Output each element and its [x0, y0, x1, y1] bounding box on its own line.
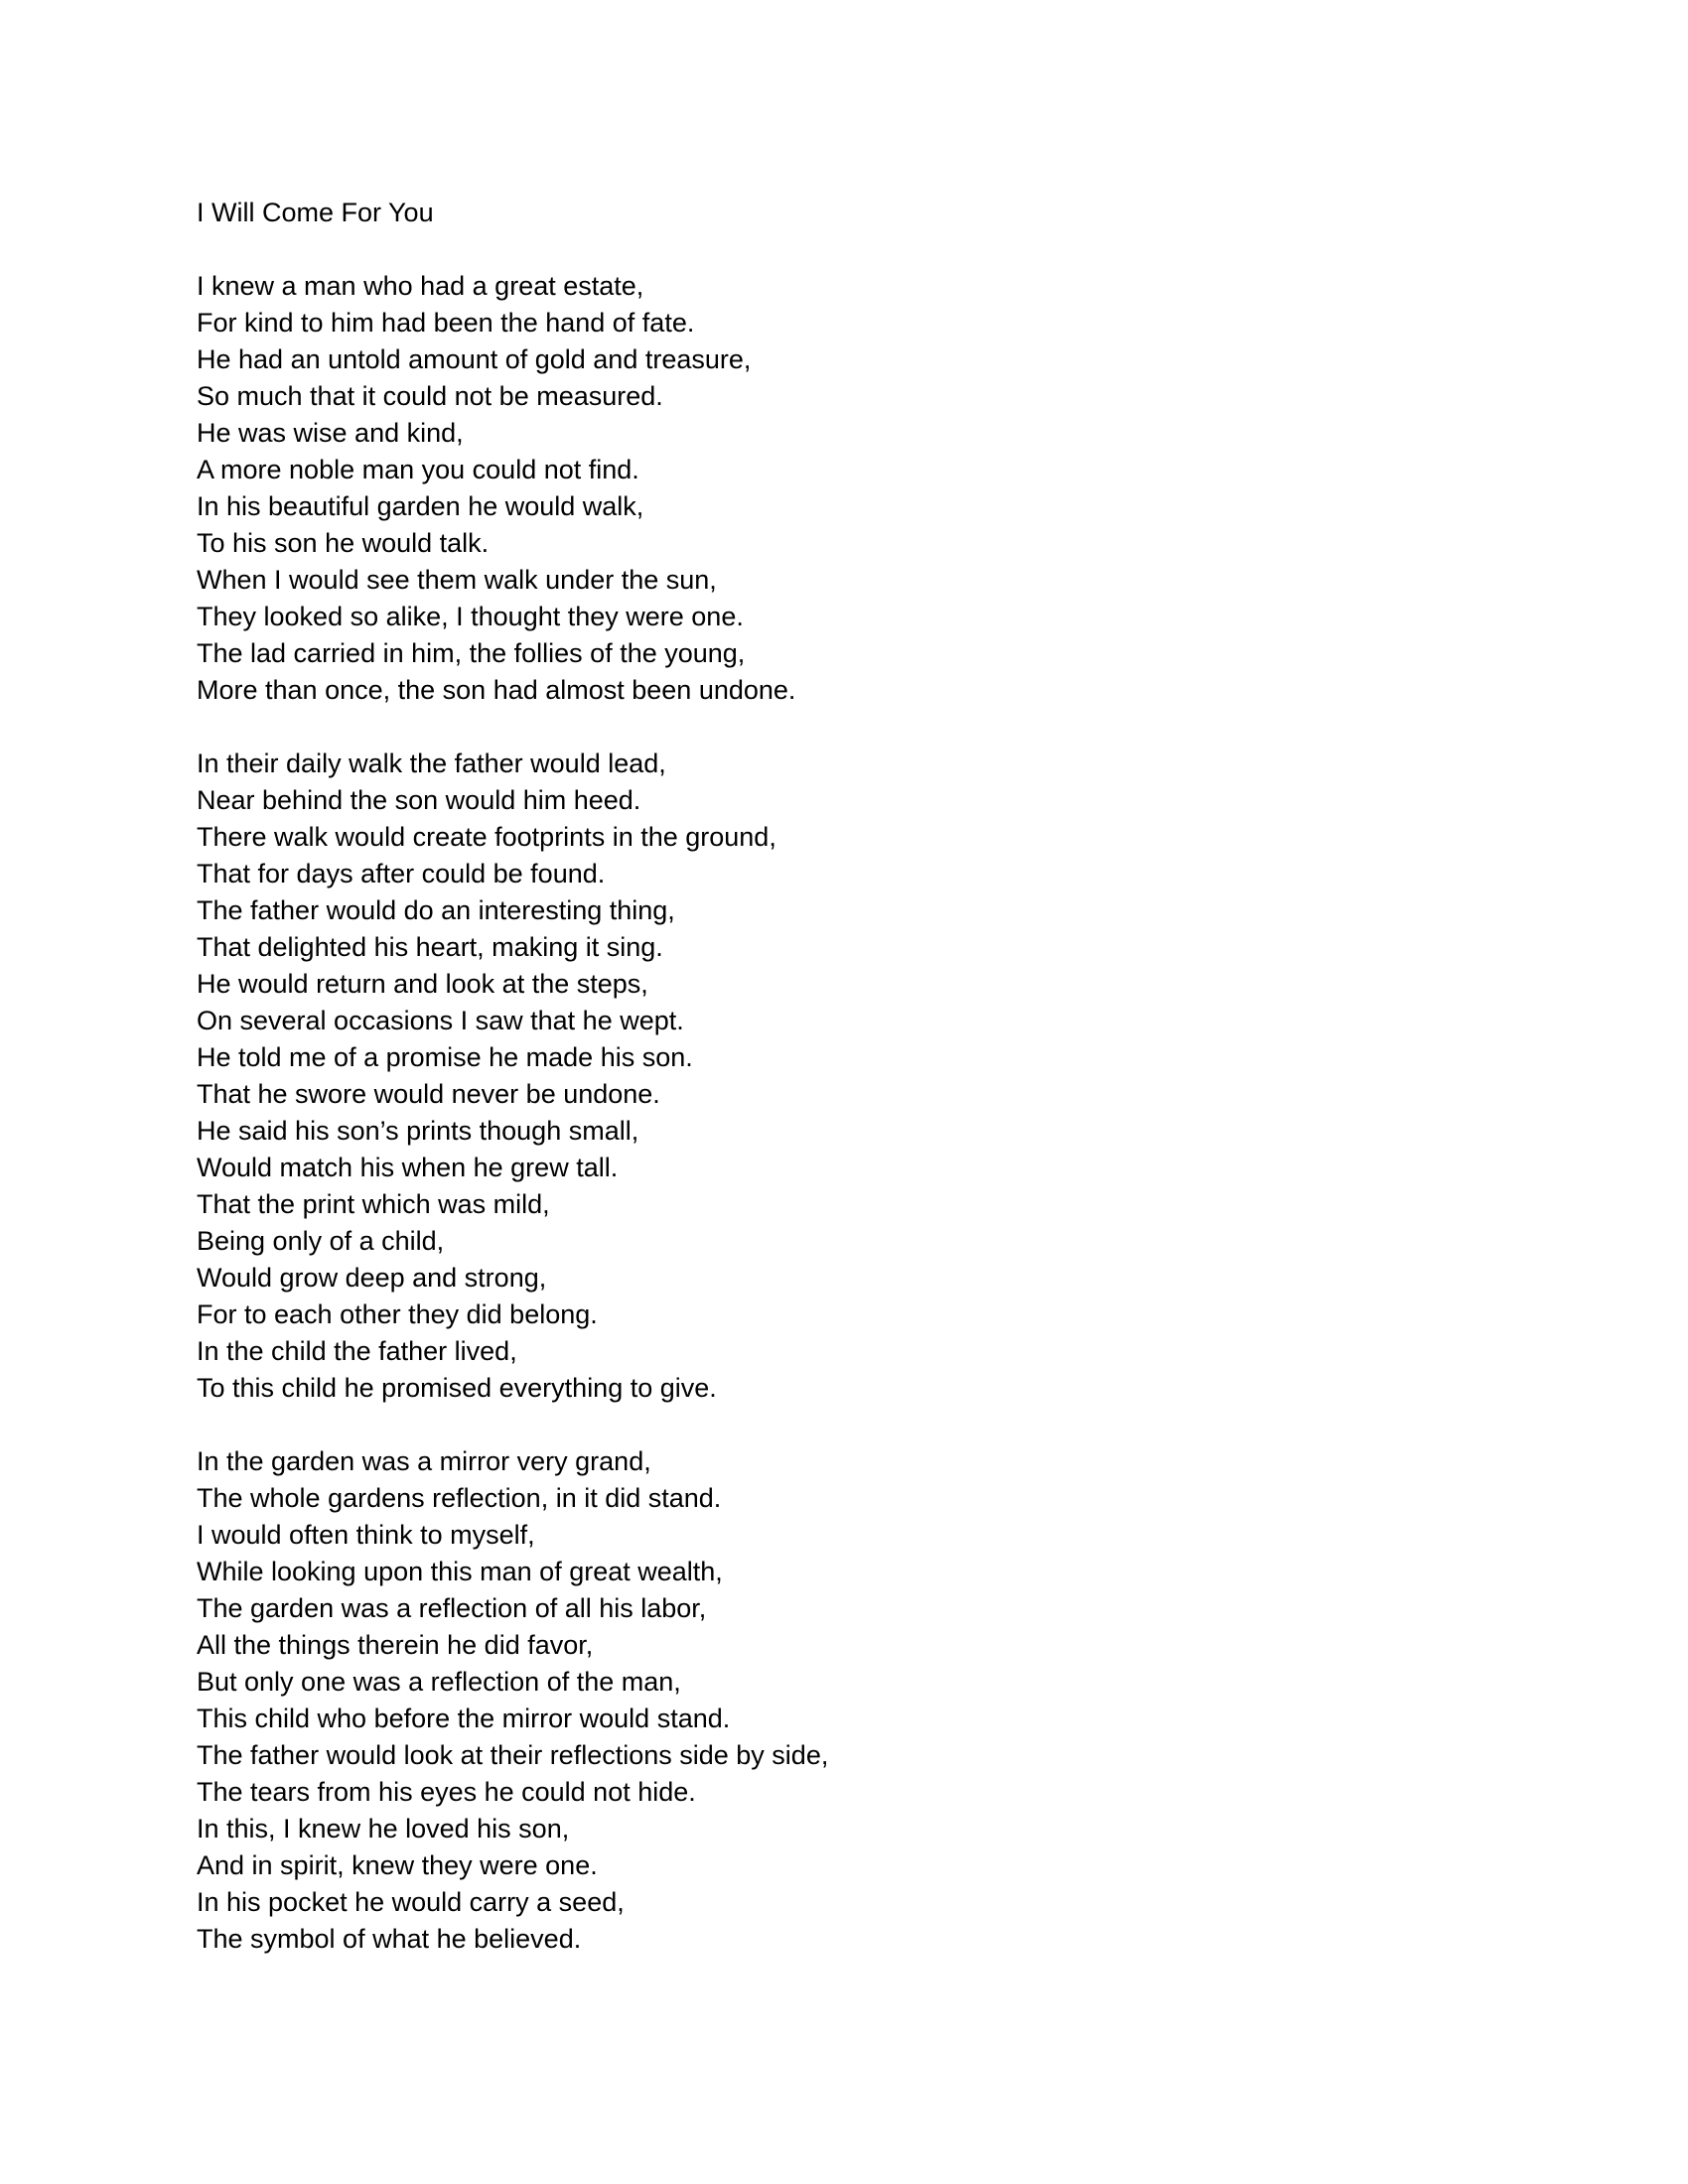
- poem-line: He said his son’s prints though small,: [197, 1116, 639, 1146]
- poem-line: Would match his when he grew tall.: [197, 1153, 619, 1182]
- poem-line: And in spirit, knew they were one.: [197, 1850, 598, 1880]
- poem-line: The symbol of what he believed.: [197, 1924, 582, 1954]
- poem-line: So much that it could not be measured.: [197, 381, 663, 411]
- poem-line: Near behind the son would him heed.: [197, 785, 641, 815]
- poem-line: They looked so alike, I thought they were one.: [197, 602, 744, 631]
- poem-line: All the things therein he did favor,: [197, 1630, 594, 1660]
- poem-line: Being only of a child,: [197, 1226, 445, 1256]
- poem-title: I Will Come For You: [197, 198, 434, 227]
- poem-line: The father would look at their reflections side by side,: [197, 1740, 829, 1770]
- poem-line: To his son he would talk.: [197, 528, 490, 558]
- poem-line: There walk would create footprints in the ground,: [197, 822, 776, 852]
- poem-line: In this, I knew he loved his son,: [197, 1814, 570, 1843]
- stanza-3: [197, 1443, 1487, 1958]
- poem-line: That the print which was mild,: [197, 1189, 550, 1219]
- poem-line: In their daily walk the father would lead,: [197, 749, 666, 778]
- poem-line: While looking upon this man of great wealth,: [197, 1557, 723, 1586]
- poem-line: But only one was a reflection of the man,: [197, 1667, 681, 1697]
- stanza-list: [197, 268, 1487, 1958]
- poem-line: To this child he promised everything to give.: [197, 1373, 717, 1403]
- poem-line: When I would see them walk under the sun,: [197, 565, 717, 595]
- poem-line: That delighted his heart, making it sing.: [197, 932, 663, 962]
- poem-line: For kind to him had been the hand of fate.: [197, 308, 695, 338]
- poem-line: The whole gardens reflection, in it did stand.: [197, 1483, 722, 1513]
- poem-line: The lad carried in him, the follies of the young,: [197, 638, 746, 668]
- poem-line: He would return and look at the steps,: [197, 969, 648, 999]
- poem-line: I would often think to myself,: [197, 1520, 535, 1550]
- poem-body: [197, 195, 1487, 1994]
- poem-line: He had an untold amount of gold and treasure,: [197, 344, 752, 374]
- poem-line: The garden was a reflection of all his labor,: [197, 1593, 707, 1623]
- poem-line: He told me of a promise he made his son.: [197, 1042, 693, 1072]
- poem-line: He was wise and kind,: [197, 418, 464, 448]
- poem-line: The father would do an interesting thing,: [197, 895, 675, 925]
- stanza-1: [197, 268, 1487, 709]
- poem-line: More than once, the son had almost been undone.: [197, 675, 796, 705]
- poem-line: A more noble man you could not find.: [197, 455, 639, 484]
- poem-line: In his pocket he would carry a seed,: [197, 1887, 625, 1917]
- poem-line: On several occasions I saw that he wept.: [197, 1006, 684, 1035]
- poem-line: In the garden was a mirror very grand,: [197, 1446, 651, 1476]
- poem-line: I knew a man who had a great estate,: [197, 271, 644, 301]
- poem-line: For to each other they did belong.: [197, 1299, 598, 1329]
- poem-line: The tears from his eyes he could not hide.: [197, 1777, 696, 1807]
- poem-line: Would grow deep and strong,: [197, 1263, 547, 1293]
- poem-line: That he swore would never be undone.: [197, 1079, 660, 1109]
- stanza-2: [197, 746, 1487, 1407]
- poem-line: This child who before the mirror would stand.: [197, 1704, 731, 1733]
- poem-line: That for days after could be found.: [197, 859, 606, 888]
- poem-line: In the child the father lived,: [197, 1336, 517, 1366]
- poem-line: In his beautiful garden he would walk,: [197, 491, 644, 521]
